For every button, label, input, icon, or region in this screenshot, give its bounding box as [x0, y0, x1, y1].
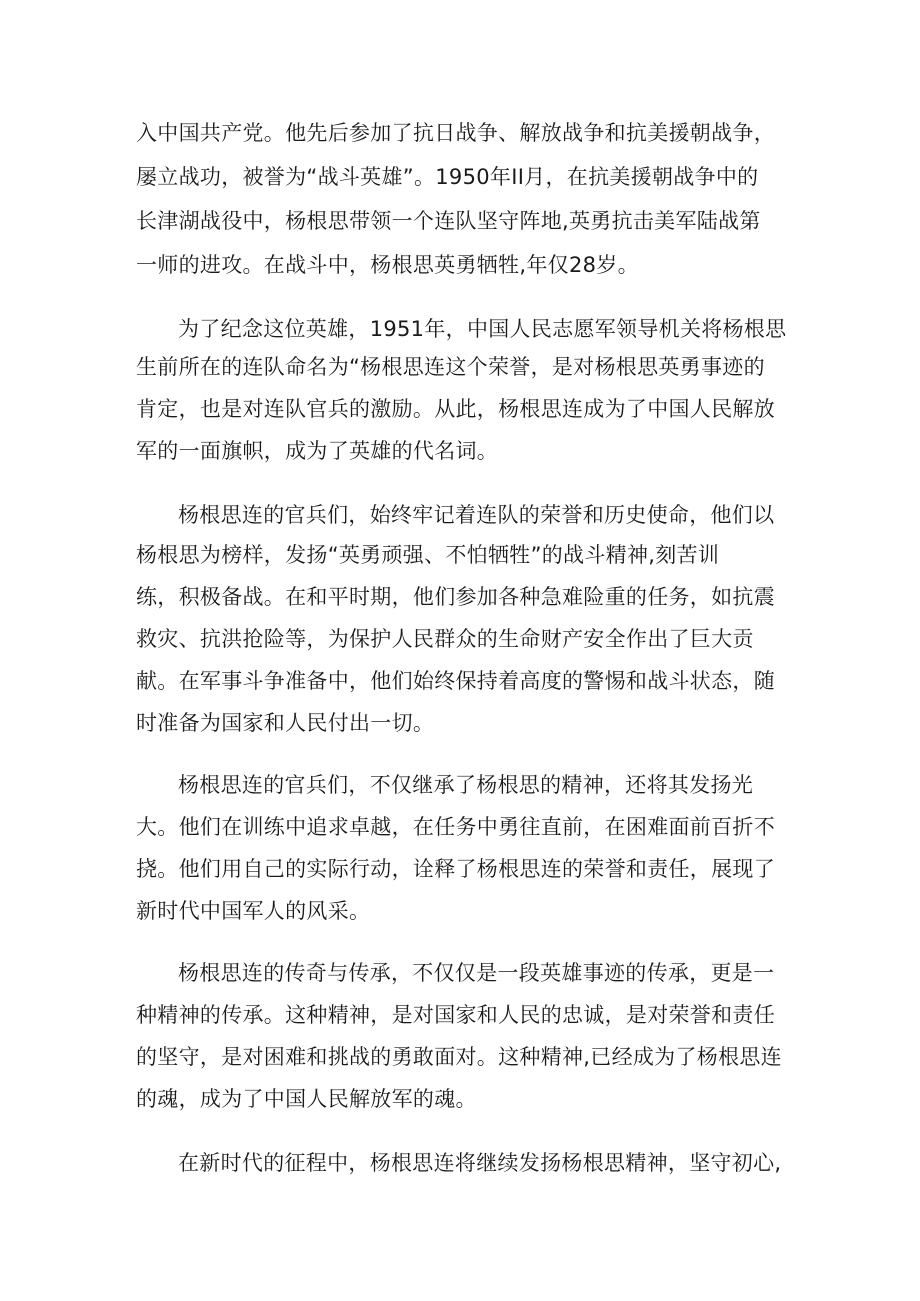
paragraph-4-line-1: 杨根思连的官兵们，不仅继承了杨根思的精神，还将其发扬光 [178, 773, 754, 797]
paragraph-2-line-4: 军的一面旗帜，成为了英雄的代名词。 [136, 439, 499, 463]
paragraph-2-line-1: 为了纪念这位英雄，1951年，中国人民志愿军领导机关将杨根思 [178, 317, 787, 341]
paragraph-1-line-4: 一师的进攻。在战斗中，杨根思英勇牺牲,年仅28岁。 [136, 253, 639, 277]
paragraph-4-line-2: 大。他们在训练中追求卓越，在任务中勇往直前，在困难面前百折不 [136, 815, 775, 839]
paragraph-1-line-1: 入中国共产党。他先后参加了抗日战争、解放战争和抗美援朝战争， [136, 121, 775, 145]
paragraph-5-line-2: 种精神的传承。这种精神，是对国家和人民的忠诚，是对荣誉和责任 [136, 1003, 775, 1027]
paragraph-5-line-3: 的坚守，是对困难和挑战的勇敢面对。这种精神,已经成为了杨根思连 [136, 1045, 782, 1069]
paragraph-5-line-1: 杨根思连的传奇与传承，不仅仅是一段英雄事迹的传承，更是一 [178, 961, 775, 985]
paragraph-4-line-3: 挠。他们用自己的实际行动，诠释了杨根思连的荣誉和责任，展现了 [136, 857, 775, 881]
paragraph-3-line-6: 时准备为国家和人民付出一切。 [136, 711, 435, 735]
paragraph-2-line-2: 生前所在的连队命名为“杨根思连这个荣誉，是对杨根思英勇事迹的 [136, 355, 765, 379]
paragraph-3-line-5: 献。在军事斗争准备中，他们始终保持着高度的警惕和战斗状态，随 [136, 669, 775, 693]
paragraph-1-line-3: 长津湖战役中，杨根思带领一个连队坚守阵地,英勇抗击美军陆战第 [136, 209, 761, 233]
paragraph-5-line-4: 的魂，成为了中国人民解放军的魂。 [136, 1087, 477, 1111]
paragraph-3-line-2: 杨根思为榜样，发扬“英勇顽强、不怕牺牲”的战斗精神,刻苦训 [136, 543, 720, 567]
paragraph-3-line-1: 杨根思连的官兵们，始终牢记着连队的荣誉和历史使命，他们以 [178, 503, 775, 527]
paragraph-4-line-4: 新时代中国军人的风采。 [136, 899, 371, 923]
paragraph-1-line-2: 屡立战功，被誉为“战斗英雄”。1950年II月，在抗美援朝战争中的 [136, 165, 759, 189]
paragraph-2-line-3: 肯定，也是对连队官兵的激励。从此，杨根思连成为了中国人民解放 [136, 397, 775, 421]
paragraph-3-line-4: 救灾、抗洪抢险等，为保护人民群众的生命财产安全作出了巨大贡 [136, 627, 754, 651]
paragraph-3-line-3: 练，积极备战。在和平时期，他们参加各种急难险重的任务，如抗震 [136, 585, 775, 609]
paragraph-6-line-1: 在新时代的征程中，杨根思连将继续发扬杨根思精神，坚守初心, [178, 1151, 782, 1175]
